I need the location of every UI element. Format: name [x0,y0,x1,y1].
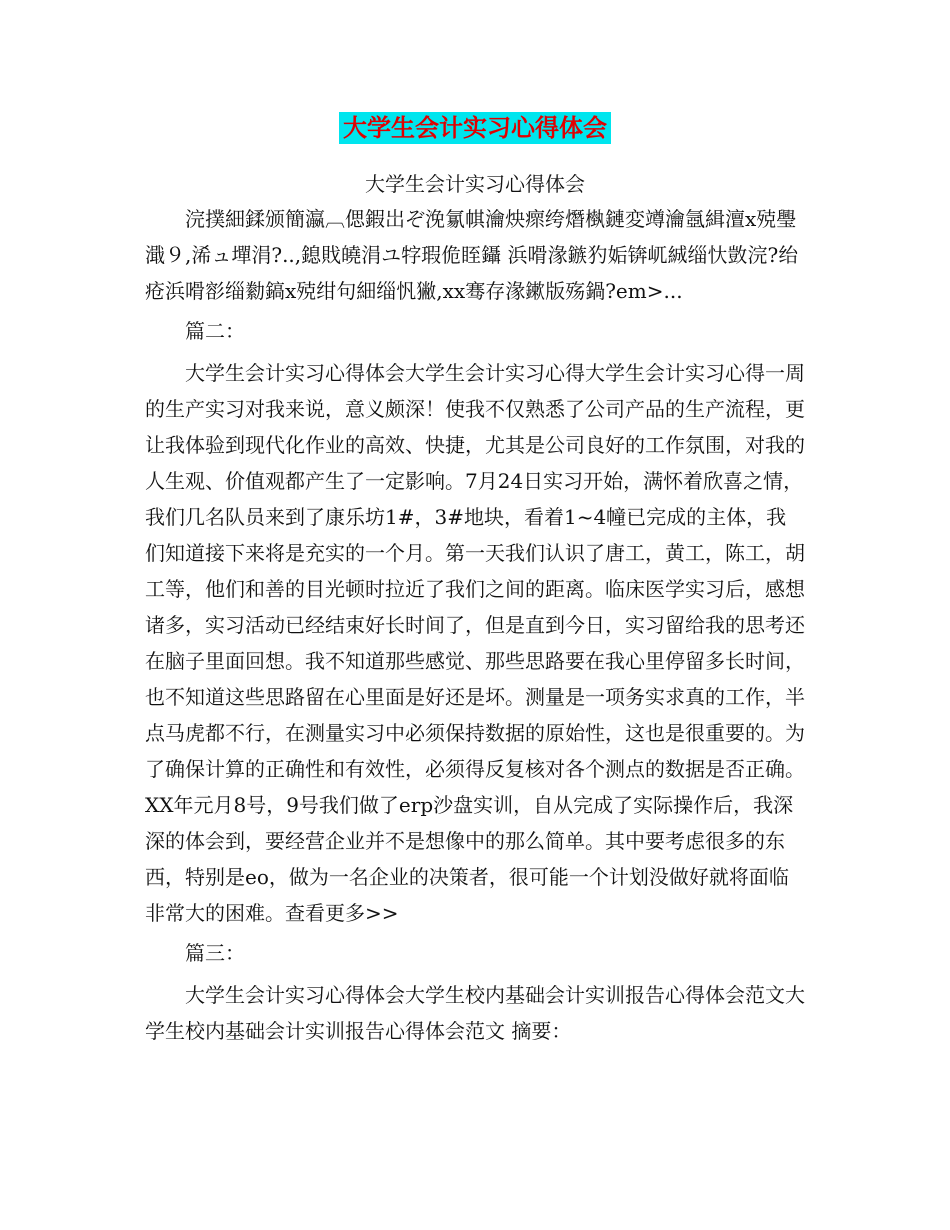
document-subtitle: 大学生会计实习心得体会 [365,172,585,196]
garbled-paragraph: 浣撲細鍒颁簡瀛︹偲鍜岀ぞ浼氱帺瀹炴瘝绔熸槸鏈変竴瀹氬緝澶х殑璺濈９,浠ュ墠涓?..,鎴戝皢涓ユ牸瑕佹眰鑷 浜嗗湪鏃犳姤锛屼絾缁忕敳浣?绐 疮浜嗗彮缁勬鎬х殑绀句細缁忛獙,xx骞存湪鏉版殇鍋?em>... [145,207,799,303]
document-title: 大学生会计实习心得体会 [339,112,611,144]
section-heading-3: 篇三： [185,941,245,965]
section-heading-2: 篇二： [185,319,245,343]
document-body [145,201,805,1049]
paragraph-2: 大学生会计实习心得体会大学生会计实习心得大学生会计实习心得一周的生产实习对我来说，意义颇深！使我不仅熟悉了公司产品的生产流程，更让我体验到现代化作业的高效、快捷，尤其是公司良好的工作氛围，对我的人生观、价值观都产生了一定影响。7月24日实习开始，满怀着欣喜之情，我们几名队员来到了康乐坊1#，3#地块，看着1~4幢已完成的主体，我们知道接下来将是充实的一个月。第一天我们认识了唐工，黄工，陈工，胡工等，他们和善的目光顿时拉近了我们之间的距离。临床医学实习后，感想诸多，实习活动已经结束好长时间了，但是直到今日，实习留给我的思考还在脑子里面回想。我不知道那些感觉、那些思路要在我心里停留多长时间，也不知道这些思路留在心里面是好还是坏。测量是一项务实求真的工作，半点马虎都不行，在测量实习中必须保持数据的原始性，这也是很重要的。为了确保计算的正确性和有效性，必须得反复核对各个测点的数据是否正确。XX年元月8号，9号我们做了erp沙盘实训，自从完成了实际操作后，我深深的体会到，要经营企业并不是想像中的那么简单。其中要考虑很多的东西，特别是eo，做为一名企业的决策者，很可能一个计划没做好就将面临非常大的困难。查看更多>> [145,361,805,925]
title-wrap [0,112,950,144]
paragraph-3: 大学生会计实习心得体会大学生校内基础会计实训报告心得体会范文大学生校内基础会计实训报告心得体会范文 摘要： [145,983,805,1043]
